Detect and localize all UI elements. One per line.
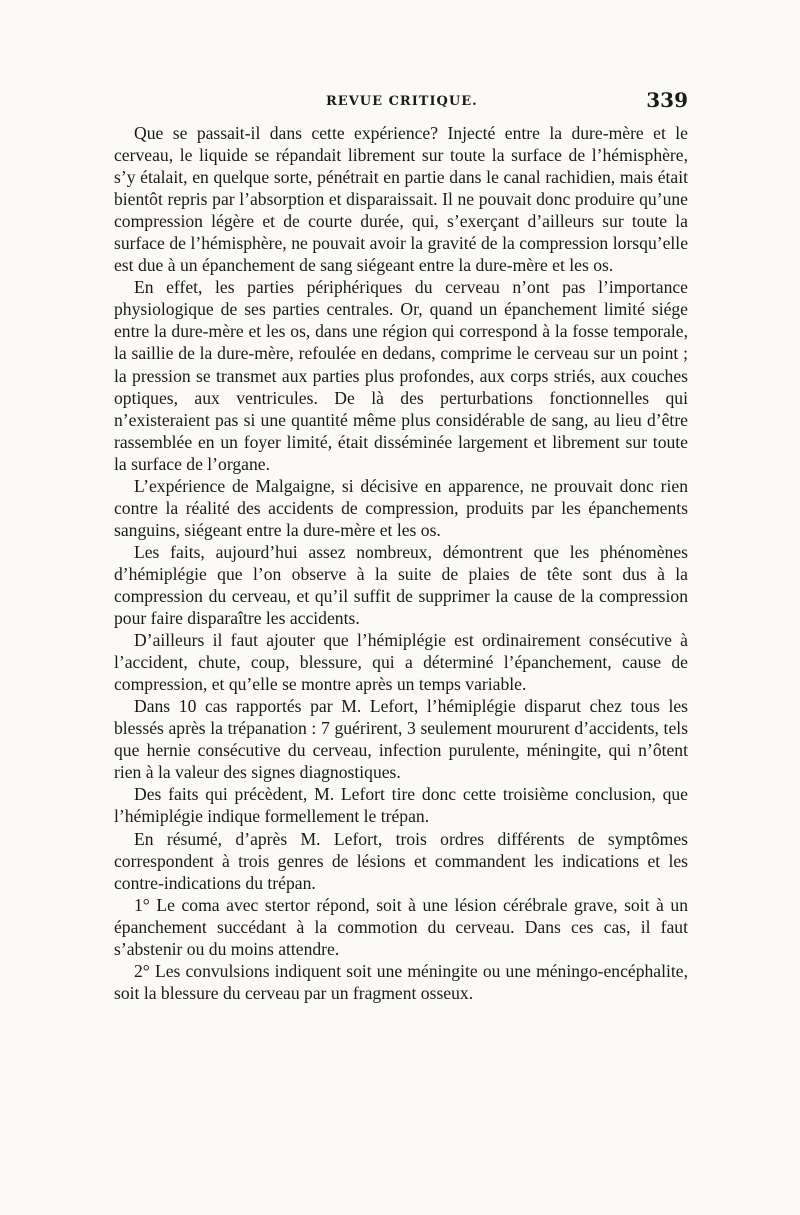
paragraph: 2° Les convulsions indiquent soit une méningite ou une méningo-encéphalite, soit la blessure du cerveau par un fragment osseux.	[114, 960, 688, 1003]
paragraph: Dans 10 cas rapportés par M. Lefort, l’hémiplégie disparut chez tous les blessés après la trépanation : 7 guérirent, 3 seulement moururent d’accidents, tels que hernie consécutive du cerveau, infection purulente, méningite, qui n’ôtent rien à la valeur des signes diagnostiques.	[114, 696, 688, 783]
paragraph: L’expérience de Malgaigne, si décisive en apparence, ne prouvait donc rien contre la réalité des accidents de compression, produits par les épanchements sanguins, siégeant entre la dure-mère et les os.	[114, 475, 688, 540]
paragraph: Des faits qui précèdent, M. Lefort tire donc cette troisième conclusion, que l’hémiplégie indique formellement le trépan.	[114, 784, 688, 827]
paragraph: En effet, les parties périphériques du cerveau n’ont pas l’importance physiologique de ses parties centrales. Or, quand un épanchement limité siége entre la dure-mère et les os, dans une région qui correspond à la fosse temporale, la saillie de la dure-mère, refoulée en dedans, comprime le cerveau sur un point ; la pression se transmet aux parties plus profondes, aux corps striés, aux couches optiques, aux ventricules. De là des perturbations fonctionnelles qui n’existeraient pas si une quantité même plus considérable de sang, au lieu d’être rassemblée en un foyer limité, était disséminée largement et librement sur toute la surface de l’organe.	[114, 277, 688, 474]
running-title: REVUE CRITIQUE.	[326, 94, 478, 109]
paragraph: Que se passait-il dans cette expérience? Injecté entre la dure-mère et le cerveau, le liquide se répandait librement sur toute la surface de l’hémisphère, s’y étalait, en quelque sorte, pénétrait en partie dans le canal rachidien, mais était bientôt repris par l’absorption et disparaissait. Il ne pouvait donc produire qu’une compression légère et de courte durée, qui, s’exerçant d’ailleurs sur toute la surface de l’hémisphère, ne pouvait avoir la gravité de la compression lorsqu’elle est due à un épanchement de sang siégeant entre la dure-mère et les os.	[114, 123, 688, 276]
body-text	[114, 122, 688, 1004]
page-number: 339	[646, 88, 688, 112]
paragraph: Les faits, aujourd’hui assez nombreux, démontrent que les phénomènes d’hémiplégie que l’on observe à la suite de plaies de tête sont dus à la compression du cerveau, et qu’il suffit de supprimer la cause de la compression pour faire disparaître les accidents.	[114, 541, 688, 629]
paragraph: En résumé, d’après M. Lefort, trois ordres différents de symptômes correspondent à trois genres de lésions et commandent les indications et les contre-indications du trépan.	[114, 828, 688, 893]
paragraph: D’ailleurs il faut ajouter que l’hémiplégie est ordinairement consécutive à l’accident, chute, coup, blessure, qui a déterminé l’épanchement, cause de compression, et qu’elle se montre après un temps variable.	[114, 630, 688, 695]
paragraph: 1° Le coma avec stertor répond, soit à une lésion cérébrale grave, soit à un épanchement succédant à la commotion du cerveau. Dans ces cas, il faut s’abstenir ou du moins attendre.	[114, 894, 688, 959]
book-page	[114, 90, 688, 1004]
page-header	[114, 90, 688, 120]
